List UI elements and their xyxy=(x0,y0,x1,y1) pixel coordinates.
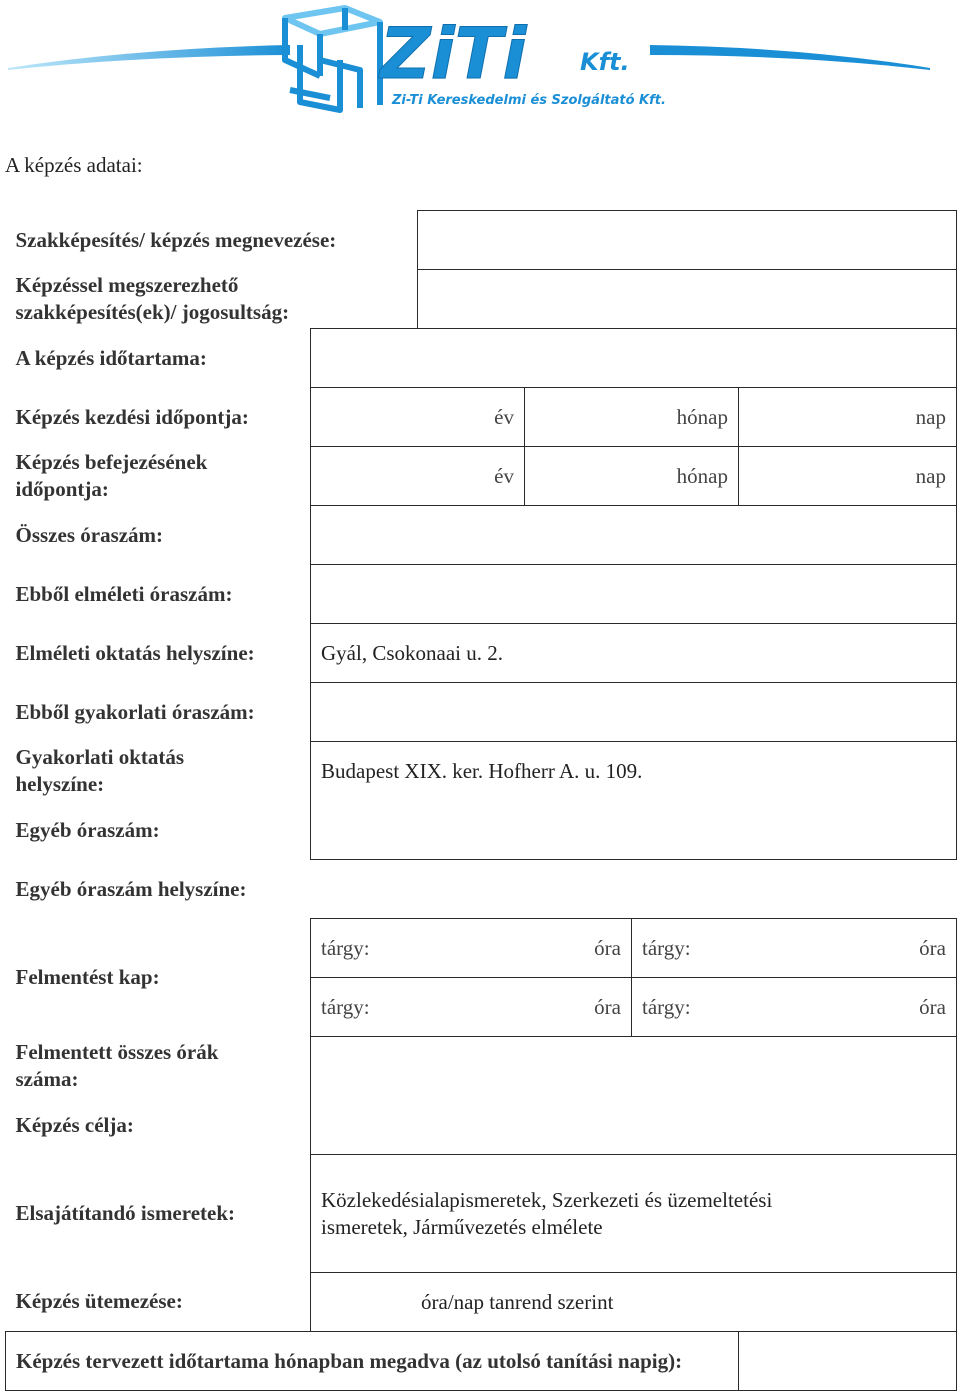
row-egyeb-ora xyxy=(6,801,957,860)
field-felmentes-ora-1[interactable]: óra xyxy=(525,919,632,978)
field-tervezett[interactable] xyxy=(739,1332,957,1391)
row-megnevezes xyxy=(6,211,957,270)
field-gyakorlati-ora[interactable] xyxy=(311,683,957,742)
field-gyakorlati-hely[interactable]: Budapest XIX. ker. Hofherr A. u. 109. xyxy=(311,742,957,801)
field-elmeleti-ora[interactable] xyxy=(311,565,957,624)
field-megnevezes[interactable] xyxy=(418,211,957,270)
label-osszes: Összes óraszám: xyxy=(15,522,164,547)
row-gyakorlati-hely xyxy=(6,742,957,801)
row-kezdes xyxy=(6,388,957,447)
logo-swoosh-right xyxy=(650,45,930,70)
label-egyeb-ora: Egyéb óraszám: xyxy=(15,817,160,842)
field-szakkepesites[interactable] xyxy=(418,270,957,329)
label-kezdes: Képzés kezdési időpontja: xyxy=(15,404,249,429)
field-befejezes-honap[interactable]: hónap xyxy=(525,447,739,506)
field-felmentes-ora-2[interactable]: óra xyxy=(856,919,957,978)
row-osszes xyxy=(6,506,957,565)
row-egyeb-hely xyxy=(6,860,957,919)
label-utemezes: Képzés ütemezése: xyxy=(15,1289,183,1314)
field-felmentes-ora-3[interactable]: óra xyxy=(525,978,632,1037)
row-befejezes xyxy=(6,447,957,506)
field-felmentes-targy-2[interactable]: tárgy: xyxy=(632,919,856,978)
row-tervezett xyxy=(6,1332,957,1391)
field-felmentett[interactable] xyxy=(311,1037,957,1096)
row-szakkepesites xyxy=(6,270,957,329)
label-megnevezes: Szakképesítés/ képzés megnevezése: xyxy=(15,227,337,252)
label-tervezett: Képzés tervezett időtartama hónapban megadva (az utolsó tanítási napig): xyxy=(6,1332,739,1391)
training-data-form xyxy=(5,210,957,1391)
section-title: A képzés adatai: xyxy=(5,153,143,177)
row-utemezes xyxy=(6,1273,957,1332)
logo-swoosh-left xyxy=(8,45,290,70)
row-elmeleti-ora xyxy=(6,565,957,624)
row-celja xyxy=(6,1096,957,1155)
row-idotartam xyxy=(6,329,957,388)
field-utemezes[interactable]: óra/nap tanrend szerint xyxy=(311,1273,957,1332)
logo-brand: ZiTi xyxy=(380,13,527,95)
field-celja[interactable] xyxy=(311,1096,957,1155)
field-ismeretek[interactable]: Közlekedésialapismeretek, Szerkezeti és üzemeltetési ismeretek, Járművezetés elmélete xyxy=(311,1155,957,1273)
field-osszes[interactable] xyxy=(311,506,957,565)
field-idotartam[interactable] xyxy=(311,329,957,388)
field-kezdes-honap[interactable]: hónap xyxy=(525,388,739,447)
row-felmentett xyxy=(6,1037,957,1096)
label-elmeleti-hely: Elméleti oktatás helyszíne: xyxy=(15,640,255,665)
label-szakkepesites: Képzéssel megszerezhető szakképesítés(ek)/ jogosultság: xyxy=(15,272,290,324)
field-kezdes-nap[interactable]: nap xyxy=(739,388,957,447)
row-elmeleti-hely xyxy=(6,624,957,683)
label-gyakorlati-ora: Ebből gyakorlati óraszám: xyxy=(15,699,255,724)
logo-emblem xyxy=(285,8,380,110)
label-egyeb-hely: Egyéb óraszám helyszíne: xyxy=(15,876,247,901)
field-felmentes-targy-1[interactable]: tárgy: xyxy=(311,919,525,978)
field-kezdes-ev[interactable]: év xyxy=(311,388,525,447)
field-befejezes-ev[interactable]: év xyxy=(311,447,525,506)
label-ismeretek: Elsajátítandó ismeretek: xyxy=(15,1201,236,1225)
label-gyakorlati-hely: Gyakorlati oktatás helyszíne: xyxy=(15,745,185,796)
row-gyakorlati-ora xyxy=(6,683,957,742)
logo-company-name: Zi-Ti Kereskedelmi és Szolgáltató Kft. xyxy=(392,93,666,108)
label-felmentett: Felmentett összes órák száma: xyxy=(15,1040,219,1091)
field-befejezes-nap[interactable]: nap xyxy=(739,447,957,506)
field-egyeb-ora[interactable] xyxy=(311,801,957,860)
label-idotartam: A képzés időtartama: xyxy=(15,345,207,370)
field-felmentes-targy-4[interactable]: tárgy: xyxy=(632,978,856,1037)
label-celja: Képzés célja: xyxy=(15,1112,134,1137)
logo-suffix: Kft. xyxy=(580,48,630,76)
row-ismeretek xyxy=(6,1155,957,1273)
row-felmentes-1 xyxy=(6,919,957,978)
field-felmentes-targy-3[interactable]: tárgy: xyxy=(311,978,525,1037)
label-elmeleti-ora: Ebből elméleti óraszám: xyxy=(15,581,233,606)
label-felmentes: Felmentést kap: xyxy=(15,965,160,989)
field-felmentes-ora-4[interactable]: óra xyxy=(856,978,957,1037)
field-elmeleti-hely[interactable]: Gyál, Csokonaai u. 2. xyxy=(311,624,957,683)
company-logo xyxy=(0,0,960,125)
label-befejezes: Képzés befejezésének időpontja: xyxy=(15,450,208,501)
